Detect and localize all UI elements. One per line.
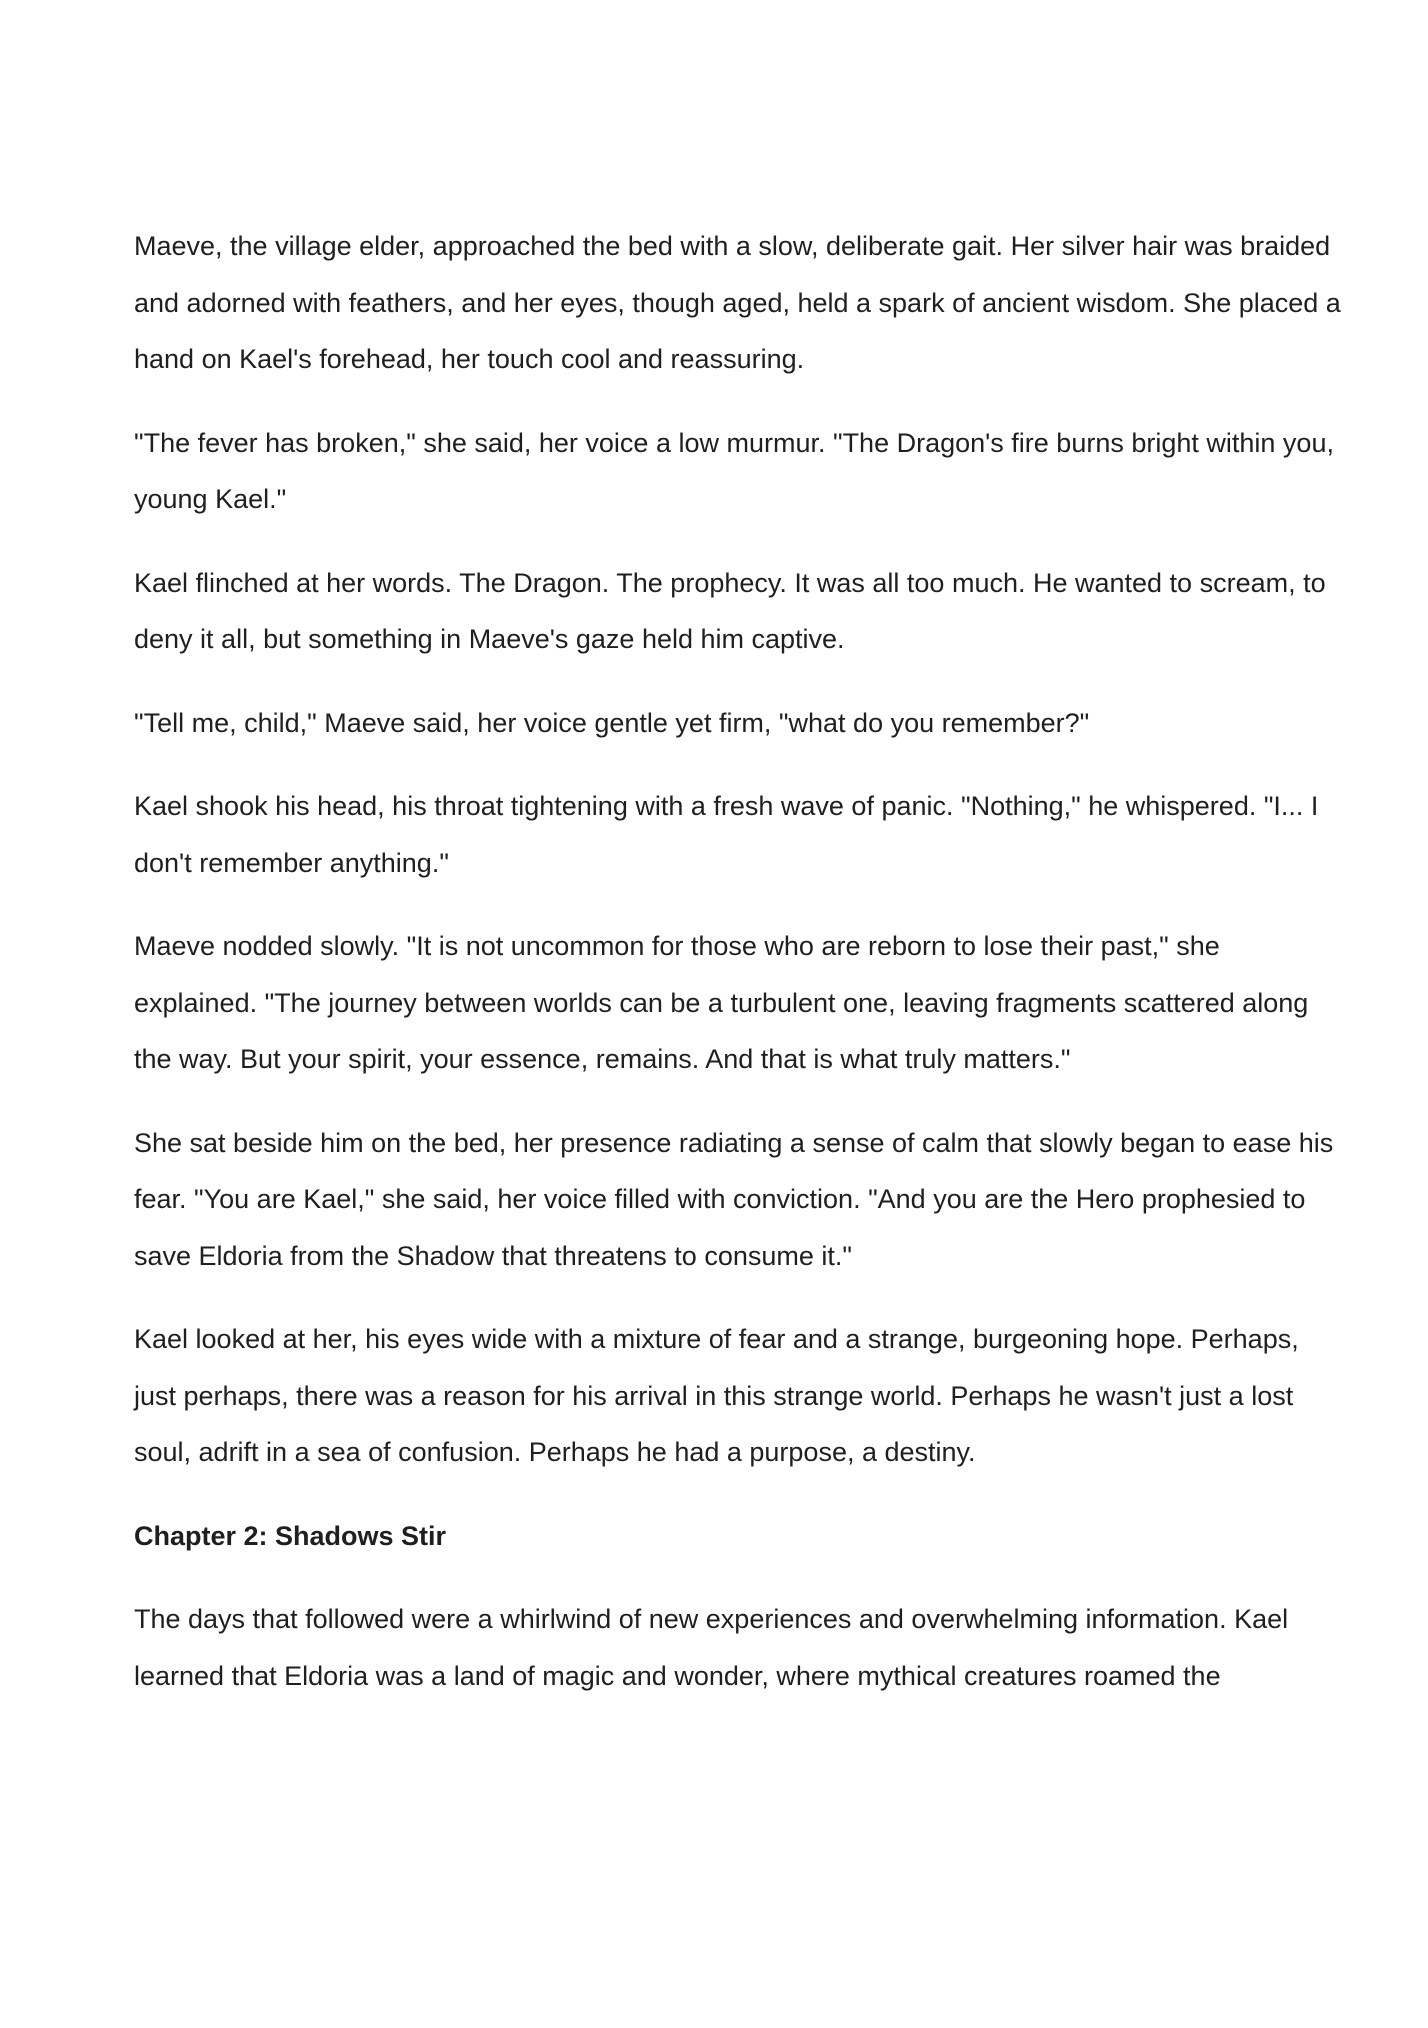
paragraph: She sat beside him on the bed, her presence radiating a sense of calm that slowly began to ease his fear. "You are Kael," she said, her voice filled with conviction. "And you are the Hero prophesied to save Eldoria from the Shadow that threatens to consume it." xyxy=(134,1127,1334,1271)
paragraph: Kael shook his head, his throat tightening with a fresh wave of panic. "Nothing," he whispered. "I... I don't remember anything." xyxy=(134,791,1319,878)
paragraph: "The fever has broken," she said, her voice a low murmur. "The Dragon's fire burns bright within you, young Kael." xyxy=(134,427,1334,514)
paragraph: Kael flinched at her words. The Dragon. The prophecy. It was all too much. He wanted to scream, to deny it all, but something in Maeve's gaze held him captive. xyxy=(134,567,1326,654)
document-body xyxy=(134,218,1344,1731)
paragraph: Maeve, the village elder, approached the bed with a slow, deliberate gait. Her silver hair was braided and adorned with feathers, and her eyes, though aged, held a spark of ancient wisdom. She placed a hand on Kael's forehead, her touch cool and reassuring. xyxy=(134,231,1341,374)
paragraph: Maeve nodded slowly. "It is not uncommon for those who are reborn to lose their past," she explained. "The journey between worlds can be a turbulent one, leaving fragments scattered along the way. But your spirit, your essence, remains. And that is what truly matters." xyxy=(134,931,1309,1074)
paragraph: Kael looked at her, his eyes wide with a mixture of fear and a strange, burgeoning hope. Perhaps, just perhaps, there was a reason for his arrival in this strange world. Perhaps he wasn't just a lost soul, adrift in a sea of confusion. Perhaps he had a purpose, a destiny. xyxy=(134,1324,1299,1467)
paragraph: "Tell me, child," Maeve said, her voice gentle yet firm, "what do you remember?" xyxy=(134,707,1090,738)
paragraph: The days that followed were a whirlwind of new experiences and overwhelming information. Kael learned that Eldoria was a land of magic and wonder, where mythical creatures roamed the xyxy=(134,1604,1289,1691)
chapter-heading: Chapter 2: Shadows Stir xyxy=(134,1520,447,1551)
